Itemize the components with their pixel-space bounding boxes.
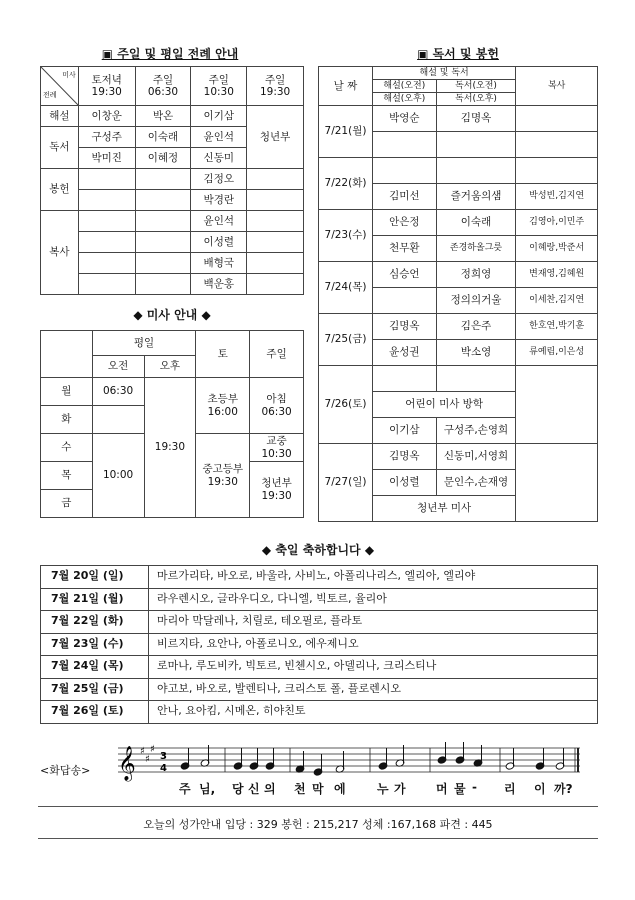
cell: 박미진 bbox=[78, 148, 135, 169]
feast-names: 마르가리타, 바오로, 바울라, 사비노, 아폴리나리스, 엘리아, 엘리야 bbox=[149, 566, 598, 589]
sub-header: 독서(오후) bbox=[436, 93, 516, 106]
cell bbox=[78, 274, 135, 295]
cell: 김명옥 bbox=[372, 314, 436, 340]
corner-label-liturgy: 전례 bbox=[43, 90, 57, 99]
day-label: 수 bbox=[41, 434, 93, 462]
cell: 한호연,박기훈 bbox=[516, 314, 598, 340]
psalm-label: <화답송> bbox=[40, 764, 91, 777]
lyric-syllable: 주 bbox=[179, 782, 191, 796]
cell bbox=[135, 232, 191, 253]
lyric-syllable: - bbox=[472, 780, 477, 794]
cell bbox=[135, 169, 191, 190]
date-cell: 7/25(금) bbox=[319, 314, 373, 366]
cell: 정의의거울 bbox=[436, 288, 516, 314]
mass-schedule-title: ▣ 주일 및 평일 전례 안내 bbox=[101, 47, 239, 61]
cell bbox=[372, 366, 436, 392]
cell: 이세찬,김지연 bbox=[516, 288, 598, 314]
sun-morning: 아침 06:30 bbox=[250, 378, 304, 434]
divider bbox=[38, 806, 598, 807]
time-signature-top: 3 bbox=[160, 751, 167, 762]
cell: 이기삼 bbox=[191, 106, 247, 127]
cell: 김은주 bbox=[436, 314, 516, 340]
cell: 박온 bbox=[135, 106, 191, 127]
day-label: 월 bbox=[41, 378, 93, 406]
cell: 박성빈,김지연 bbox=[516, 184, 598, 210]
cell bbox=[78, 190, 135, 211]
cell: 즐거움의샘 bbox=[436, 184, 516, 210]
cell bbox=[516, 444, 598, 522]
cell: 신동미,서영희 bbox=[436, 444, 516, 470]
cell bbox=[135, 274, 191, 295]
psalm-lyrics bbox=[0, 780, 635, 798]
reading-schedule-table bbox=[318, 66, 598, 522]
sharp-icon: ♯ bbox=[140, 746, 145, 757]
feast-date: 7월 22일 (화) bbox=[41, 611, 149, 634]
cell: 윤성권 bbox=[372, 340, 436, 366]
cell: 이성렬 bbox=[191, 232, 247, 253]
sunday-header: 주일 bbox=[250, 331, 304, 378]
cell: 박소영 bbox=[436, 340, 516, 366]
row-label: 독서 bbox=[41, 127, 79, 169]
cell: 김정오 bbox=[191, 169, 247, 190]
date-cell: 7/26(토) bbox=[319, 366, 373, 444]
sharp-icon: ♯ bbox=[150, 744, 155, 755]
cell bbox=[135, 190, 191, 211]
cell: 존경하올그릇 bbox=[436, 236, 516, 262]
mass-guide-title: ◆ 미사 안내 ◆ bbox=[133, 308, 211, 322]
lyric-syllable: 가 bbox=[394, 782, 406, 796]
sub-header: 해설(오전) bbox=[372, 80, 436, 93]
mon-am-time: 06:30 bbox=[92, 378, 144, 406]
time-signature-bottom: 4 bbox=[160, 763, 167, 774]
sat-middle-high: 중고등부 19:30 bbox=[196, 434, 250, 518]
sub-header: 독서(오전) bbox=[436, 80, 516, 93]
cell bbox=[247, 169, 304, 190]
am-time: 10:00 bbox=[92, 434, 144, 518]
sub-header: 해설(오후) bbox=[372, 93, 436, 106]
cell: 이창운 bbox=[78, 106, 135, 127]
cell bbox=[247, 190, 304, 211]
date-cell: 7/23(수) bbox=[319, 210, 373, 262]
row-label: 해설 bbox=[41, 106, 79, 127]
feast-names: 비르지타, 요안나, 아폴로니오, 에우제니오 bbox=[149, 633, 598, 656]
lyric-syllable: 신 bbox=[248, 782, 260, 796]
column-header: 주일 10:30 bbox=[191, 67, 247, 106]
lyric-syllable: 막 bbox=[312, 782, 324, 796]
mass-schedule-table bbox=[40, 66, 304, 295]
cell bbox=[436, 366, 516, 392]
weekday-header: 평일 bbox=[92, 331, 196, 356]
feast-names: 안나, 요아킴, 시메온, 히야친토 bbox=[149, 701, 598, 724]
cell: 김미선 bbox=[372, 184, 436, 210]
cell: 류예림,이은성 bbox=[516, 340, 598, 366]
feast-date: 7월 23일 (수) bbox=[41, 633, 149, 656]
lyric-syllable: 머 bbox=[436, 782, 448, 796]
cell: 구성주,손영희 bbox=[436, 418, 516, 444]
cell: 이기삼 bbox=[372, 418, 436, 444]
table-corner-cell bbox=[41, 67, 79, 106]
sun-youth: 청년부 19:30 bbox=[250, 462, 304, 518]
cell bbox=[78, 232, 135, 253]
cell bbox=[372, 288, 436, 314]
cell: 신동미 bbox=[191, 148, 247, 169]
lyric-syllable: 님, bbox=[199, 782, 216, 796]
lyric-syllable: 리 bbox=[504, 782, 516, 796]
cell bbox=[78, 253, 135, 274]
date-cell: 7/24(목) bbox=[319, 262, 373, 314]
cell: 백운홍 bbox=[191, 274, 247, 295]
divider bbox=[38, 838, 598, 839]
lyric-syllable: 에 bbox=[334, 782, 346, 796]
day-label: 목 bbox=[41, 462, 93, 490]
feast-date: 7월 24일 (목) bbox=[41, 656, 149, 679]
lyric-syllable: 의 bbox=[264, 782, 276, 796]
cell: 이성렬 bbox=[372, 470, 436, 496]
cell bbox=[135, 211, 191, 232]
cell: 천무환 bbox=[372, 236, 436, 262]
column-header: 주일 19:30 bbox=[247, 67, 304, 106]
date-cell: 7/21(월) bbox=[319, 106, 373, 158]
cell bbox=[516, 366, 598, 444]
feast-names: 야고보, 바오로, 발렌티나, 크리스토 폴, 플로렌시오 bbox=[149, 678, 598, 701]
empty-corner bbox=[41, 331, 93, 378]
sat-elementary: 초등부 16:00 bbox=[196, 378, 250, 434]
cell bbox=[247, 211, 304, 232]
youth-cell: 청년부 bbox=[247, 106, 304, 169]
lyric-syllable: 천 bbox=[294, 782, 306, 796]
cell: 박경란 bbox=[191, 190, 247, 211]
sun-main: 교중 10:30 bbox=[250, 434, 304, 462]
lyric-syllable: 까? bbox=[554, 782, 573, 796]
cell bbox=[78, 211, 135, 232]
cell: 심승언 bbox=[372, 262, 436, 288]
cell: 김영아,이민주 bbox=[516, 210, 598, 236]
cell bbox=[247, 253, 304, 274]
psalm-section bbox=[0, 740, 635, 800]
cell bbox=[247, 232, 304, 253]
cell: 변재영,김혜원 bbox=[516, 262, 598, 288]
row-label: 봉헌 bbox=[41, 169, 79, 211]
feast-title: ◆ 축일 축하합니다 ◆ bbox=[261, 543, 375, 557]
lyric-syllable: 물 bbox=[454, 782, 466, 796]
pm-header: 오후 bbox=[144, 356, 196, 378]
feast-names: 라우렌시오, 글라우디오, 다니엘, 빅토르, 율리아 bbox=[149, 588, 598, 611]
cell bbox=[436, 132, 516, 158]
feast-names: 로마나, 루도비카, 빅토르, 빈첸시오, 아델리나, 크리스티나 bbox=[149, 656, 598, 679]
am-header: 오전 bbox=[92, 356, 144, 378]
saturday-header: 토 bbox=[196, 331, 250, 378]
feast-date: 7월 20일 (일) bbox=[41, 566, 149, 589]
mass-guide-table bbox=[40, 330, 304, 518]
day-label: 화 bbox=[41, 406, 93, 434]
cell: 문인수,손재영 bbox=[436, 470, 516, 496]
day-label: 금 bbox=[41, 490, 93, 518]
cell: 윤인석 bbox=[191, 211, 247, 232]
cell: 김명옥 bbox=[372, 444, 436, 470]
cell bbox=[78, 169, 135, 190]
cell: 이숙래 bbox=[436, 210, 516, 236]
cell bbox=[516, 158, 598, 184]
cell: 정희영 bbox=[436, 262, 516, 288]
lyric-syllable: 누 bbox=[377, 782, 389, 796]
hymn-guide: 오늘의 성가안내 입당 : 329 봉헌 : 215,217 성체 :167,168 파견 : 445 bbox=[143, 818, 493, 831]
cell: 김명옥 bbox=[436, 106, 516, 132]
children-mass-break: 어린이 미사 방학 bbox=[372, 392, 515, 418]
feast-date: 7월 25일 (금) bbox=[41, 678, 149, 701]
date-cell: 7/22(화) bbox=[319, 158, 373, 210]
date-header: 날 짜 bbox=[319, 67, 373, 106]
cell: 이혜랑,박준서 bbox=[516, 236, 598, 262]
cell: 배형국 bbox=[191, 253, 247, 274]
column-header: 주일 06:30 bbox=[135, 67, 191, 106]
cell bbox=[516, 106, 598, 132]
cell bbox=[247, 274, 304, 295]
cell: 구성주 bbox=[78, 127, 135, 148]
cell: 이혜정 bbox=[135, 148, 191, 169]
lyric-syllable: 당 bbox=[232, 782, 244, 796]
cell bbox=[372, 158, 436, 184]
cell bbox=[135, 253, 191, 274]
cell: 이숙래 bbox=[135, 127, 191, 148]
lyric-syllable: 이 bbox=[534, 782, 546, 796]
reading-schedule-title: ▣ 독서 및 봉헌 bbox=[417, 47, 499, 61]
feast-date: 7월 26일 (토) bbox=[41, 701, 149, 724]
group-header: 해설 및 독서 bbox=[372, 67, 515, 80]
corner-label-mass: 미사 bbox=[62, 71, 76, 79]
servers-header: 복사 bbox=[516, 67, 598, 106]
feast-names: 마리아 막달레나, 치릴로, 테오필로, 플라토 bbox=[149, 611, 598, 634]
cell bbox=[516, 132, 598, 158]
sharp-icon: ♯ bbox=[145, 754, 150, 765]
treble-clef-icon: 𝄞 bbox=[118, 746, 136, 781]
cell: 윤인석 bbox=[191, 127, 247, 148]
youth-mass: 청년부 미사 bbox=[372, 496, 515, 522]
notes bbox=[180, 742, 565, 776]
pm-time: 19:30 bbox=[144, 378, 196, 518]
cell bbox=[92, 406, 144, 434]
column-header: 토저녁 19:30 bbox=[78, 67, 135, 106]
cell bbox=[436, 158, 516, 184]
cell: 안은정 bbox=[372, 210, 436, 236]
date-cell: 7/27(일) bbox=[319, 444, 373, 522]
cell bbox=[372, 132, 436, 158]
feast-date: 7월 21일 (월) bbox=[41, 588, 149, 611]
row-label: 복사 bbox=[41, 211, 79, 295]
cell: 박영순 bbox=[372, 106, 436, 132]
feast-table bbox=[40, 565, 598, 724]
